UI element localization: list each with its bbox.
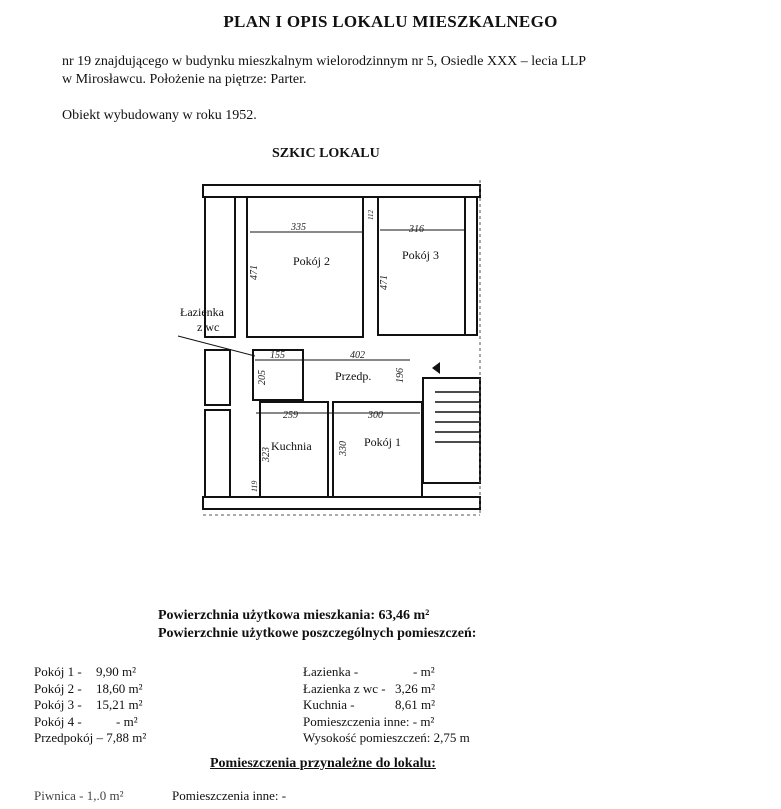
intro-line-2: w Mirosławcu. Położenie na piętrze: Parter.	[62, 72, 307, 87]
right-area-list	[303, 664, 470, 747]
list-item: Łazienka - - m²	[303, 664, 435, 679]
left-wall-lower	[205, 410, 230, 497]
list-item: Łazienka z wc - 3,26 m²	[303, 680, 436, 696]
dimension: 471	[379, 275, 390, 290]
list-item: Pokój 4 - - m²	[34, 713, 138, 729]
piwnica-area: Piwnica - 1,.0 m²	[34, 788, 124, 803]
total-area: Powierzchnia użytkowa mieszkania: 63,46 m²	[158, 608, 430, 623]
bathroom-label: z wc	[197, 320, 220, 334]
dimension: 112	[367, 210, 375, 220]
outer-bottom-wall	[203, 497, 480, 509]
other-appurtenant: Pomieszczenia inne: -	[172, 788, 287, 803]
document-title: PLAN I OPIS LOKALU MIESZKALNEGO	[223, 12, 558, 31]
rooms-heading: Powierzchnie użytkowe poszczególnych pomieszczeń:	[158, 626, 477, 641]
room-label: Pokój 3	[402, 248, 440, 262]
room-label: Pokój 2	[293, 254, 331, 268]
bathroom-label: Łazienka	[180, 305, 224, 319]
dimension: 402	[350, 350, 365, 361]
list-item: Pokój 1 - 9,90 m²	[34, 664, 137, 679]
list-item: Pomieszczenia inne: - m²	[303, 713, 435, 729]
built-year: Obiekt wybudowany w roku 1952.	[62, 108, 257, 123]
right-wall	[465, 197, 477, 335]
list-item: Wysokość pomieszczeń: 2,75 m	[303, 730, 470, 745]
dimension: 205	[257, 370, 268, 385]
dimension: 259	[283, 410, 298, 421]
room-label: Pokój 1	[364, 435, 402, 449]
list-item: Kuchnia - 8,61 m²	[303, 697, 436, 712]
entrance-arrow-icon	[432, 362, 440, 374]
appurtenant-heading: Pomieszczenia przynależne do lokalu:	[210, 756, 436, 771]
outer-top-wall	[203, 185, 480, 197]
dimension: 330	[338, 441, 349, 456]
list-item: Przedpokój – 7,88 m²	[34, 730, 147, 745]
dimension: 471	[249, 265, 260, 280]
list-item: Pokój 3 - 15,21 m²	[34, 697, 143, 712]
left-area-list	[34, 664, 146, 747]
left-wall-mid	[205, 350, 230, 405]
intro-line-1: nr 19 znajdującego w budynku mieszkalnym wielorodzinnym nr 5, Osiedle XXX – lecia LLP	[62, 54, 587, 69]
sketch-title: SZKIC LOKALU	[272, 146, 380, 161]
list-item: Pokój 2 - 18,60 m²	[34, 680, 143, 696]
dimension: 335	[291, 222, 306, 233]
dimension: 316	[409, 224, 424, 235]
dimension: 119	[250, 480, 259, 492]
staircase	[423, 378, 480, 483]
dimension: 323	[261, 447, 272, 462]
dimension: 196	[395, 368, 406, 383]
room-pokoj-3	[378, 197, 465, 335]
dimension: 155	[270, 350, 285, 361]
room-label: Przedp.	[335, 369, 372, 383]
room-label: Kuchnia	[271, 439, 312, 453]
dimension: 300	[368, 410, 383, 421]
